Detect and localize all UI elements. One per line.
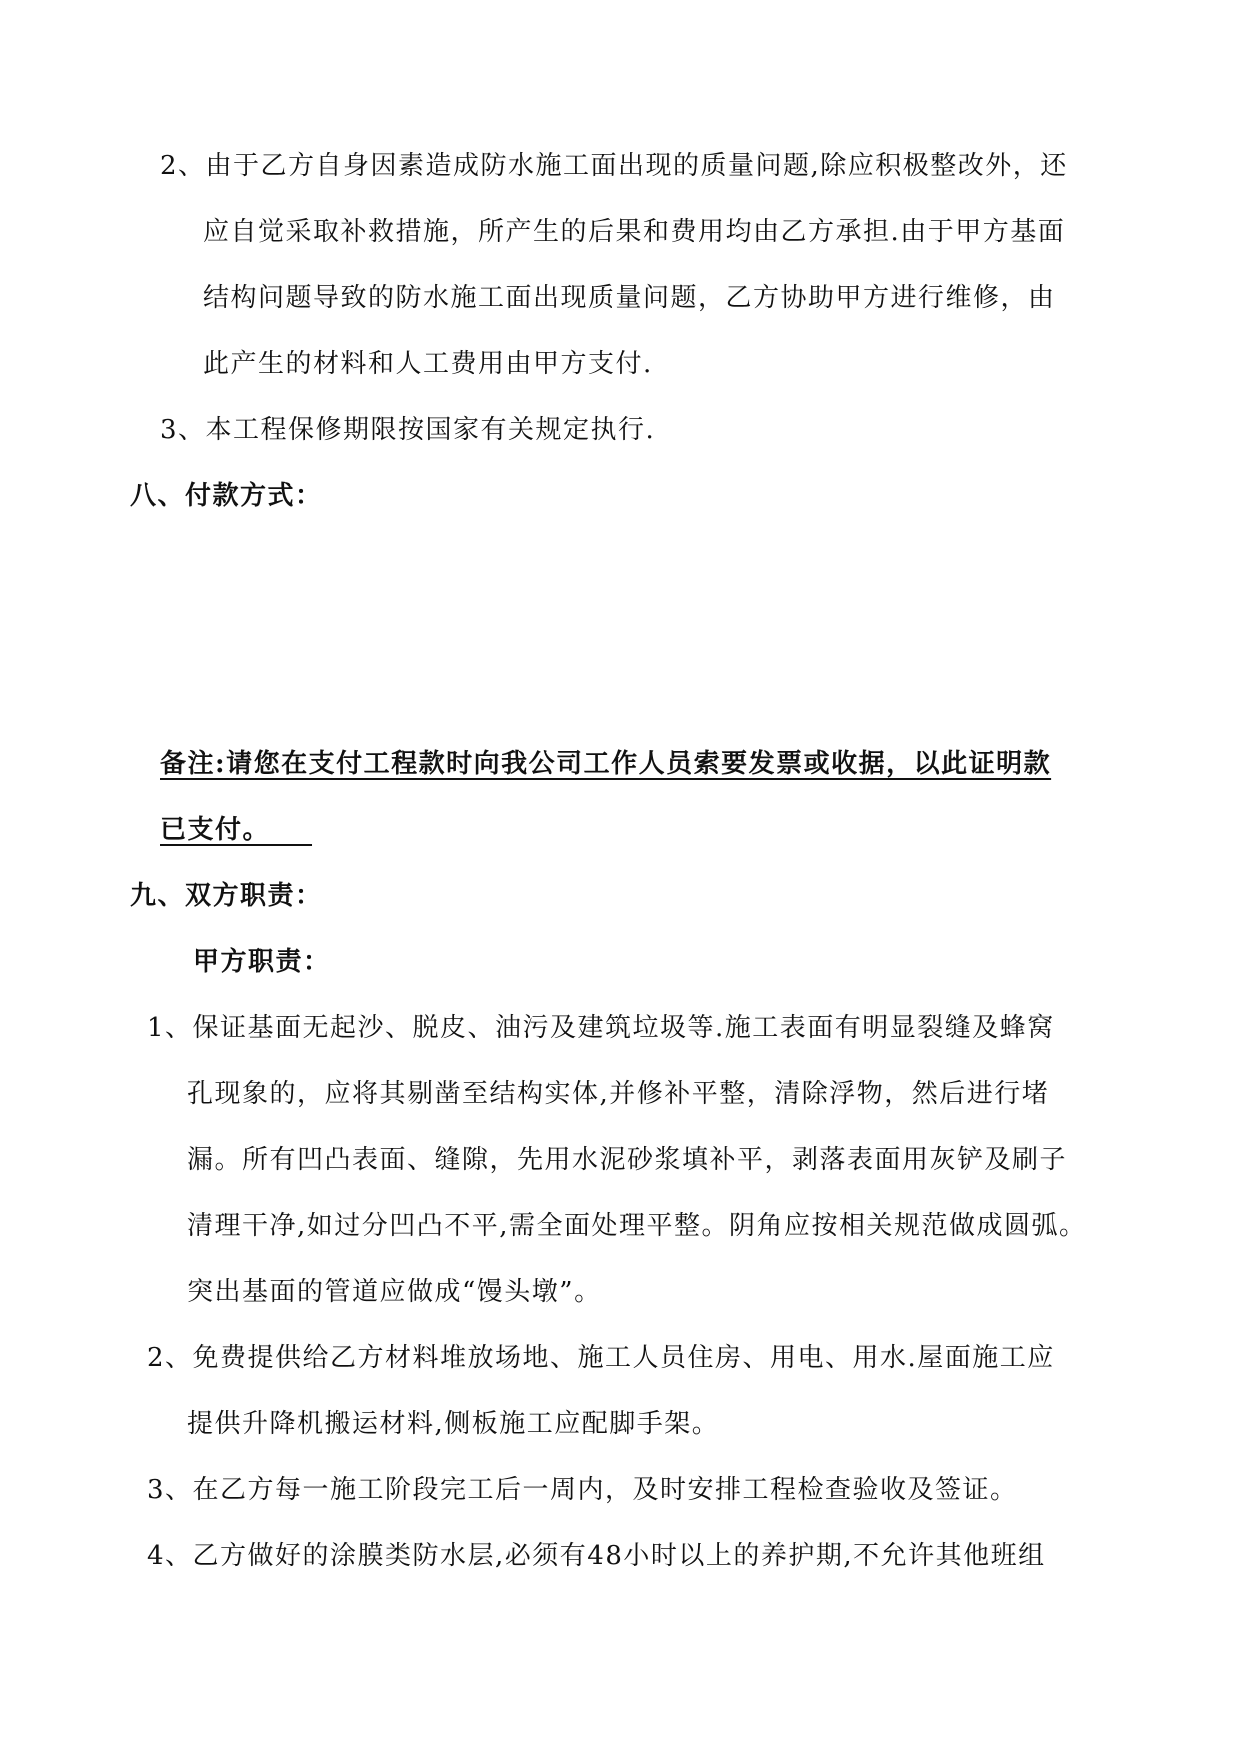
duty-2-line-1: 2、免费提供给乙方材料堆放场地、施工人员住房、用电、用水.屋面施工应 — [147, 1343, 1055, 1373]
duty-4-line-1: 4、乙方做好的涂膜类防水层,必须有48小时以上的养护期,不允许其他班组 — [147, 1541, 1046, 1571]
clause-7-3: 3、本工程保修期限按国家有关规定执行. — [160, 415, 656, 445]
duty-1-line-1: 1、保证基面无起沙、脱皮、油污及建筑垃圾等.施工表面有明显裂缝及蜂窝 — [147, 1013, 1055, 1043]
duty-1-line-4: 清理干净,如过分凹凸不平,需全面处理平整。阴角应按相关规范做成圆弧。 — [187, 1211, 1087, 1241]
clause-7-2-line-2: 应自觉采取补救措施，所产生的后果和费用均由乙方承担.由于甲方基面 — [203, 217, 1066, 247]
remark-line-1: 备注:请您在支付工程款时向我公司工作人员索要发票或收据，以此证明款 — [160, 749, 1052, 779]
clause-7-2-line-1: 2、由于乙方自身因素造成防水施工面出现的质量问题,除应积极整改外，还 — [160, 151, 1068, 181]
duty-1-line-2: 孔现象的，应将其剔凿至结构实体,并修补平整，清除浮物，然后进行堵 — [187, 1079, 1050, 1109]
duty-3: 3、在乙方每一施工阶段完工后一周内，及时安排工程检查验收及签证。 — [147, 1475, 1018, 1505]
party-a-duties-heading: 甲方职责： — [193, 947, 331, 977]
section-8-heading: 八、付款方式： — [130, 481, 323, 511]
remark-line-2: 已支付。 — [160, 815, 313, 845]
clause-7-2-line-3: 结构问题导致的防水施工面出现质量问题，乙方协助甲方进行维修，由 — [203, 283, 1056, 313]
duty-1-line-5: 突出基面的管道应做成“馒头墩”。 — [187, 1277, 602, 1307]
clause-7-2-line-4: 此产生的材料和人工费用由甲方支付. — [203, 349, 653, 379]
duty-1-line-3: 漏。所有凹凸表面、缝隙，先用水泥砂浆填补平，剥落表面用灰铲及刷子 — [187, 1145, 1068, 1175]
section-9-heading: 九、双方职责： — [130, 881, 323, 911]
duty-2-line-2: 提供升降机搬运材料,侧板施工应配脚手架。 — [187, 1409, 720, 1439]
